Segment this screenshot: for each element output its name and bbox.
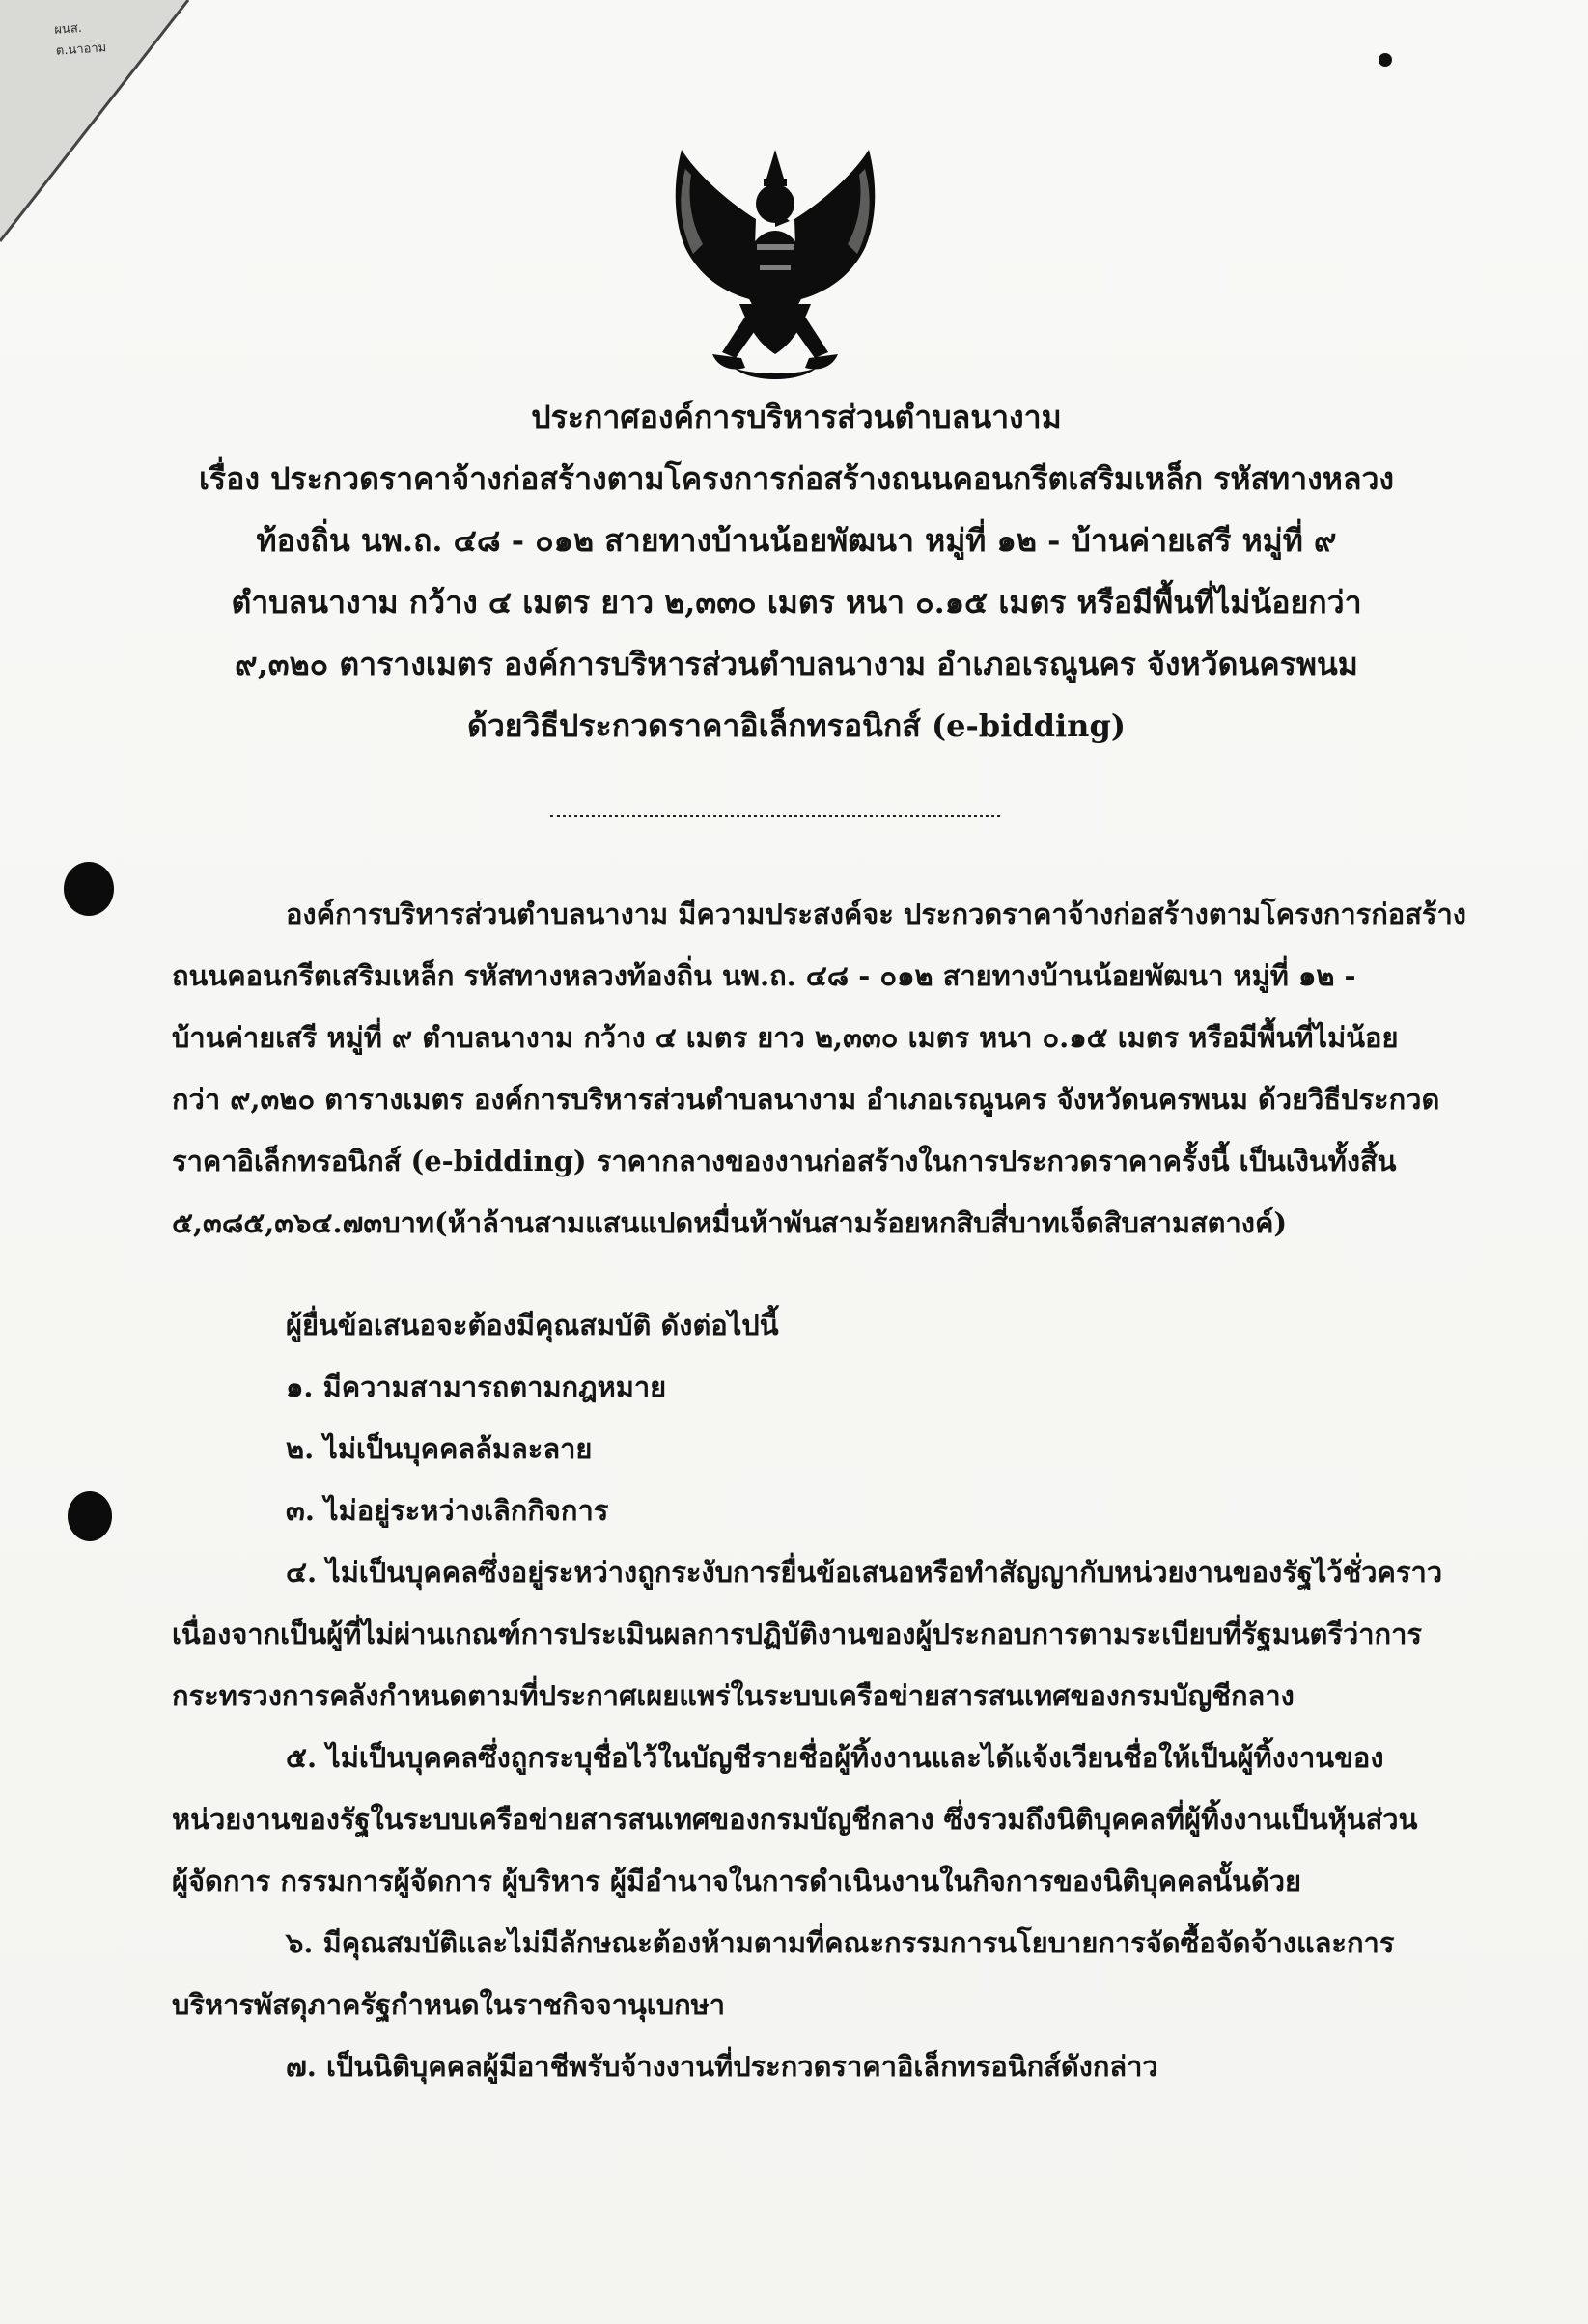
qualification-item-continued: บริหารพัสดุภาครัฐกำหนดในราชกิจจานุเบกษา [172,1988,726,2021]
body-line: องค์การบริหารส่วนตำบลนางาม มีความประสงค์จะ ประกวดราคาจ้างก่อสร้างตามโครงการก่อสร้าง [286,898,1466,930]
qualification-item: ๗. เป็นนิติบุคคลผู้มีอาชีพรับจ้างงานที่ประกวดราคาอิเล็กทรอนิกส์ดังกล่าว [286,2050,1158,2083]
corner-stamp-line2: ต.นาอาม [55,41,107,59]
body-line: กว่า ๙,๓๒๐ ตารางเมตร องค์การบริหารส่วนตำบลนางาม อำเภอเรณูนคร จังหวัดนครพนม ด้วยวิธีประกวด [172,1083,1440,1116]
title-line: ด้วยวิธีประกวดราคาอิเล็กทรอนิกส์ (e-bidding) [467,707,1126,744]
qualification-item-continued: หน่วยงานของรัฐในระบบเครือข่ายสารสนเทศของกรมบัญชีกลาง ซึ่งรวมถึงนิติบุคคลที่ผู้ทิ้งงานเป็นหุ้นส่วน [172,1803,1418,1836]
qualification-item: ๔. ไม่เป็นบุคคลซึ่งอยู่ระหว่างถูกระงับการยื่นข้อเสนอหรือทำสัญญากับหน่วยงานของรัฐไว้ชั่วคราว [286,1556,1443,1589]
punch-hole-lower [68,1491,112,1541]
corner-stamp-line1: ผนส. [53,20,83,38]
body-line: ราคาอิเล็กทรอนิกส์ (e-bidding) ราคากลางของงานก่อสร้างในการประกวดราคาครั้งนี้ เป็นเงินทั้งสิ้น [172,1145,1397,1177]
title-line: ๙,๓๒๐ ตารางเมตร องค์การบริหารส่วนตำบลนางาม อำเภอเรณูนคร จังหวัดนครพนม [235,646,1358,682]
qualification-item: ๑. มีความสามารถตามกฎหมาย [286,1370,667,1403]
title-line: ตำบลนางาม กว้าง ๔ เมตร ยาว ๒,๓๓๐ เมตร หนา ๐.๑๕ เมตร หรือมีพื้นที่ไม่น้อยกว่า [231,584,1362,621]
title-line: ท้องถิ่น นพ.ถ. ๔๘ - ๐๑๒ สายทางบ้านน้อยพัฒนา หมู่ที่ ๑๒ - บ้านค่ายเสรี หมู่ที่ ๙ [256,522,1337,559]
punch-hole-upper [64,862,114,916]
title-line: เรื่อง ประกวดราคาจ้างก่อสร้างตามโครงการก่อสร้างถนนคอนกรีตเสริมเหล็ก รหัสทางหลวง [198,460,1395,497]
qualification-item: ๕. ไม่เป็นบุคคลซึ่งถูกระบุชื่อไว้ในบัญชีรายชื่อผู้ทิ้งงานและได้แจ้งเวียนชื่อให้เป็นผู้ทิ้งงานของ [286,1741,1384,1774]
separator-line [550,815,1000,817]
body-line: ถนนคอนกรีตเสริมเหล็ก รหัสทางหลวงท้องถิ่น นพ.ถ. ๔๘ - ๐๑๒ สายทางบ้านน้อยพัฒนา หมู่ที่ ๑๒ - [172,959,1356,992]
qualification-item: ๖. มีคุณสมบัติและไม่มีลักษณะต้องห้ามตามที่คณะกรรมการนโยบายการจัดซื้อจัดจ้างและการ [286,1926,1395,1959]
garuda-emblem-icon [664,140,886,391]
qualification-item: ๒. ไม่เป็นบุคคลล้มละลาย [286,1432,593,1465]
ink-dot [1379,53,1392,67]
announcement-title [174,386,1419,757]
announcement-body [172,883,1466,2097]
body-line: บ้านค่ายเสรี หมู่ที่ ๙ ตำบลนางาม กว้าง ๔ เมตร ยาว ๒,๓๓๐ เมตร หนา ๐.๑๕ เมตร หรือมีพื้นที่ไม่น้อย [172,1021,1399,1054]
title-line: ประกาศองค์การบริหารส่วนตำบลนางาม [531,399,1062,435]
corner-stamp [54,14,136,87]
qualification-item-continued: เนื่องจากเป็นผู้ที่ไม่ผ่านเกณฑ์การประเมินผลการปฏิบัติงานของผู้ประกอบการตามระเบียบที่รัฐมนตรีว่าการ [172,1618,1422,1650]
qualification-item-continued: ผู้จัดการ กรรมการผู้จัดการ ผู้บริหาร ผู้มีอำนาจในการดำเนินงานในกิจการของนิติบุคคลนั้นด้วย [172,1865,1301,1897]
body-line: ๕,๓๘๕,๓๖๔.๗๓บาท(ห้าล้านสามแสนแปดหมื่นห้าพันสามร้อยหกสิบสี่บาทเจ็ดสิบสามสตางค์) [172,1206,1288,1239]
qualifications-heading: ผู้ยื่นข้อเสนอจะต้องมีคุณสมบัติ ดังต่อไปนี้ [286,1309,779,1342]
qualification-item: ๓. ไม่อยู่ระหว่างเลิกกิจการ [286,1494,609,1527]
qualification-item-continued: กระทรวงการคลังกำหนดตามที่ประกาศเผยแพร่ในระบบเครือข่ายสารสนเทศของกรมบัญชีกลาง [172,1679,1295,1712]
